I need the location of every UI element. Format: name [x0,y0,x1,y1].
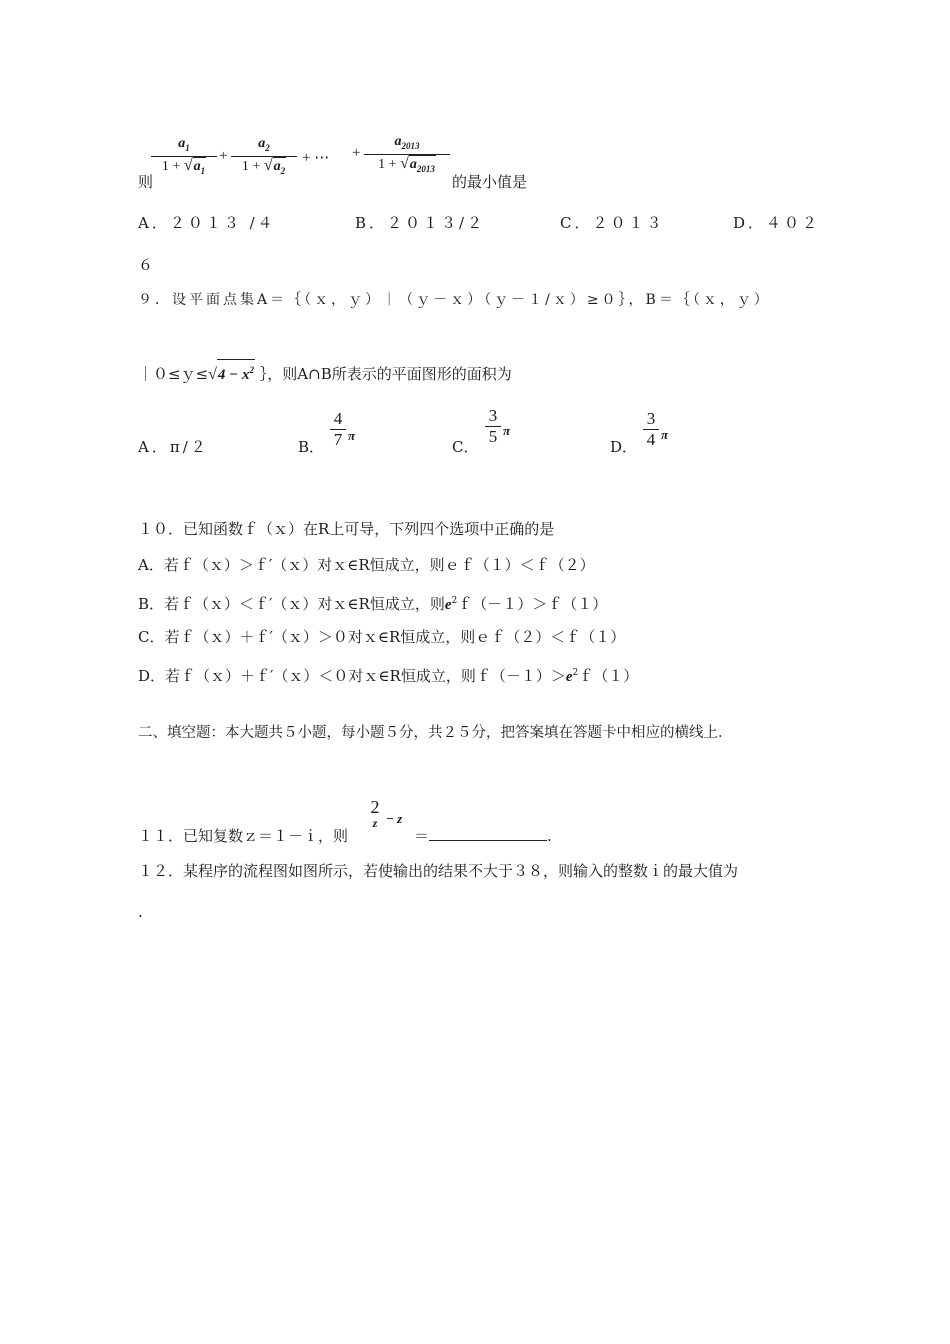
q9-option-b-fraction: 4 7 [330,410,346,449]
q10-option-d: D．若ｆ（ｘ）＋ｆ′（ｘ）＜０对ｘ∈R恒成立，则$f(-1)>e^2f(1)$ [138,667,639,685]
q10-stem: １０．已知函数ｆ（ｘ）在R上可导，下列四个选项中正确的是 [138,520,555,538]
q9-line2: ｜０≤ｙ≤√4 − $x^2$ ｝，则A∩B所表示的平面图形的面积为 [138,359,512,385]
q11-fraction: 2 z [370,797,380,830]
q8-plus-1: + [219,148,228,164]
pi-symbol: π [348,428,356,443]
q9-option-c-fraction: 3 5 [485,407,501,446]
q9-option-b-label: B． [298,438,325,456]
q8-term3-fraction: $a_{2013}$ $1 + √a_{2013}$ [364,134,450,178]
q9-radical: $4 - x^2$ [217,359,255,385]
q9-option-c-label: C． [452,438,479,456]
q8-term1-fraction: $a_1$ $1 + √a_1$ [151,136,217,180]
q9-option-d-label: D． [610,438,638,456]
q8-plus-2: + [352,145,361,161]
q11-minus-z: − z [386,811,403,826]
q8-suffix: 的最小值是 [452,173,528,191]
q8-option-b: B．２０１３/２ [355,214,486,232]
q9-line1: ９．设平面点集A＝｛（ｘ，ｙ）｜（ｙ－ｘ）（ｙ－１/ｘ）≥０｝，B＝｛（ｘ，ｙ） [138,292,771,308]
pi-symbol: π [661,427,669,442]
section2-heading: 二、填空题：本大题共５小题，每小题５分，共２５分，把答案填在答题卡中相应的横线上． [138,725,733,741]
q8-dots: + ⋯ [302,150,330,166]
q11-stem: １１．已知复数ｚ＝１－ｉ，则 [138,827,349,845]
q9-option-a: A．π/２ [138,438,209,456]
q8-option-a: A．２０１３ /４ [138,214,276,232]
q9-option-d-fraction: 3 4 [643,410,659,449]
q10-option-b: B．若ｆ（ｘ）＜ｆ′（ｘ）对ｘ∈R恒成立，则$e^2f(-1)>f(1)$ [138,595,608,613]
q10-option-a: A．若ｆ（ｘ）＞ｆ′（ｘ）对ｘ∈R恒成立，则ｅｆ（１）＜ｆ（２） [138,556,595,574]
q12-stem: １２．某程序的流程图如图所示，若使输出的结果不大于３８，则输入的整数ｉ的最大值为 [138,862,739,880]
q12-stem-end: . [138,903,143,921]
q10-option-c: C．若ｆ（ｘ）＋ｆ′（ｘ）＞０对ｘ∈R恒成立，则ｅｆ（２）＜ｆ（１） [138,628,626,646]
q8-prefix: 则 [138,173,154,191]
pi-symbol: π [503,423,511,438]
q8-option-d-continued: ６ [138,256,154,274]
q11-answer: ＝ . [414,827,552,845]
q11-answer-blank[interactable] [429,826,547,841]
q8-option-c: C．２０１３ [560,214,665,232]
q8-term2-fraction: $a_2$ $1 + √a_2$ [231,136,297,180]
q8-option-d: D．４０２ [733,214,821,232]
